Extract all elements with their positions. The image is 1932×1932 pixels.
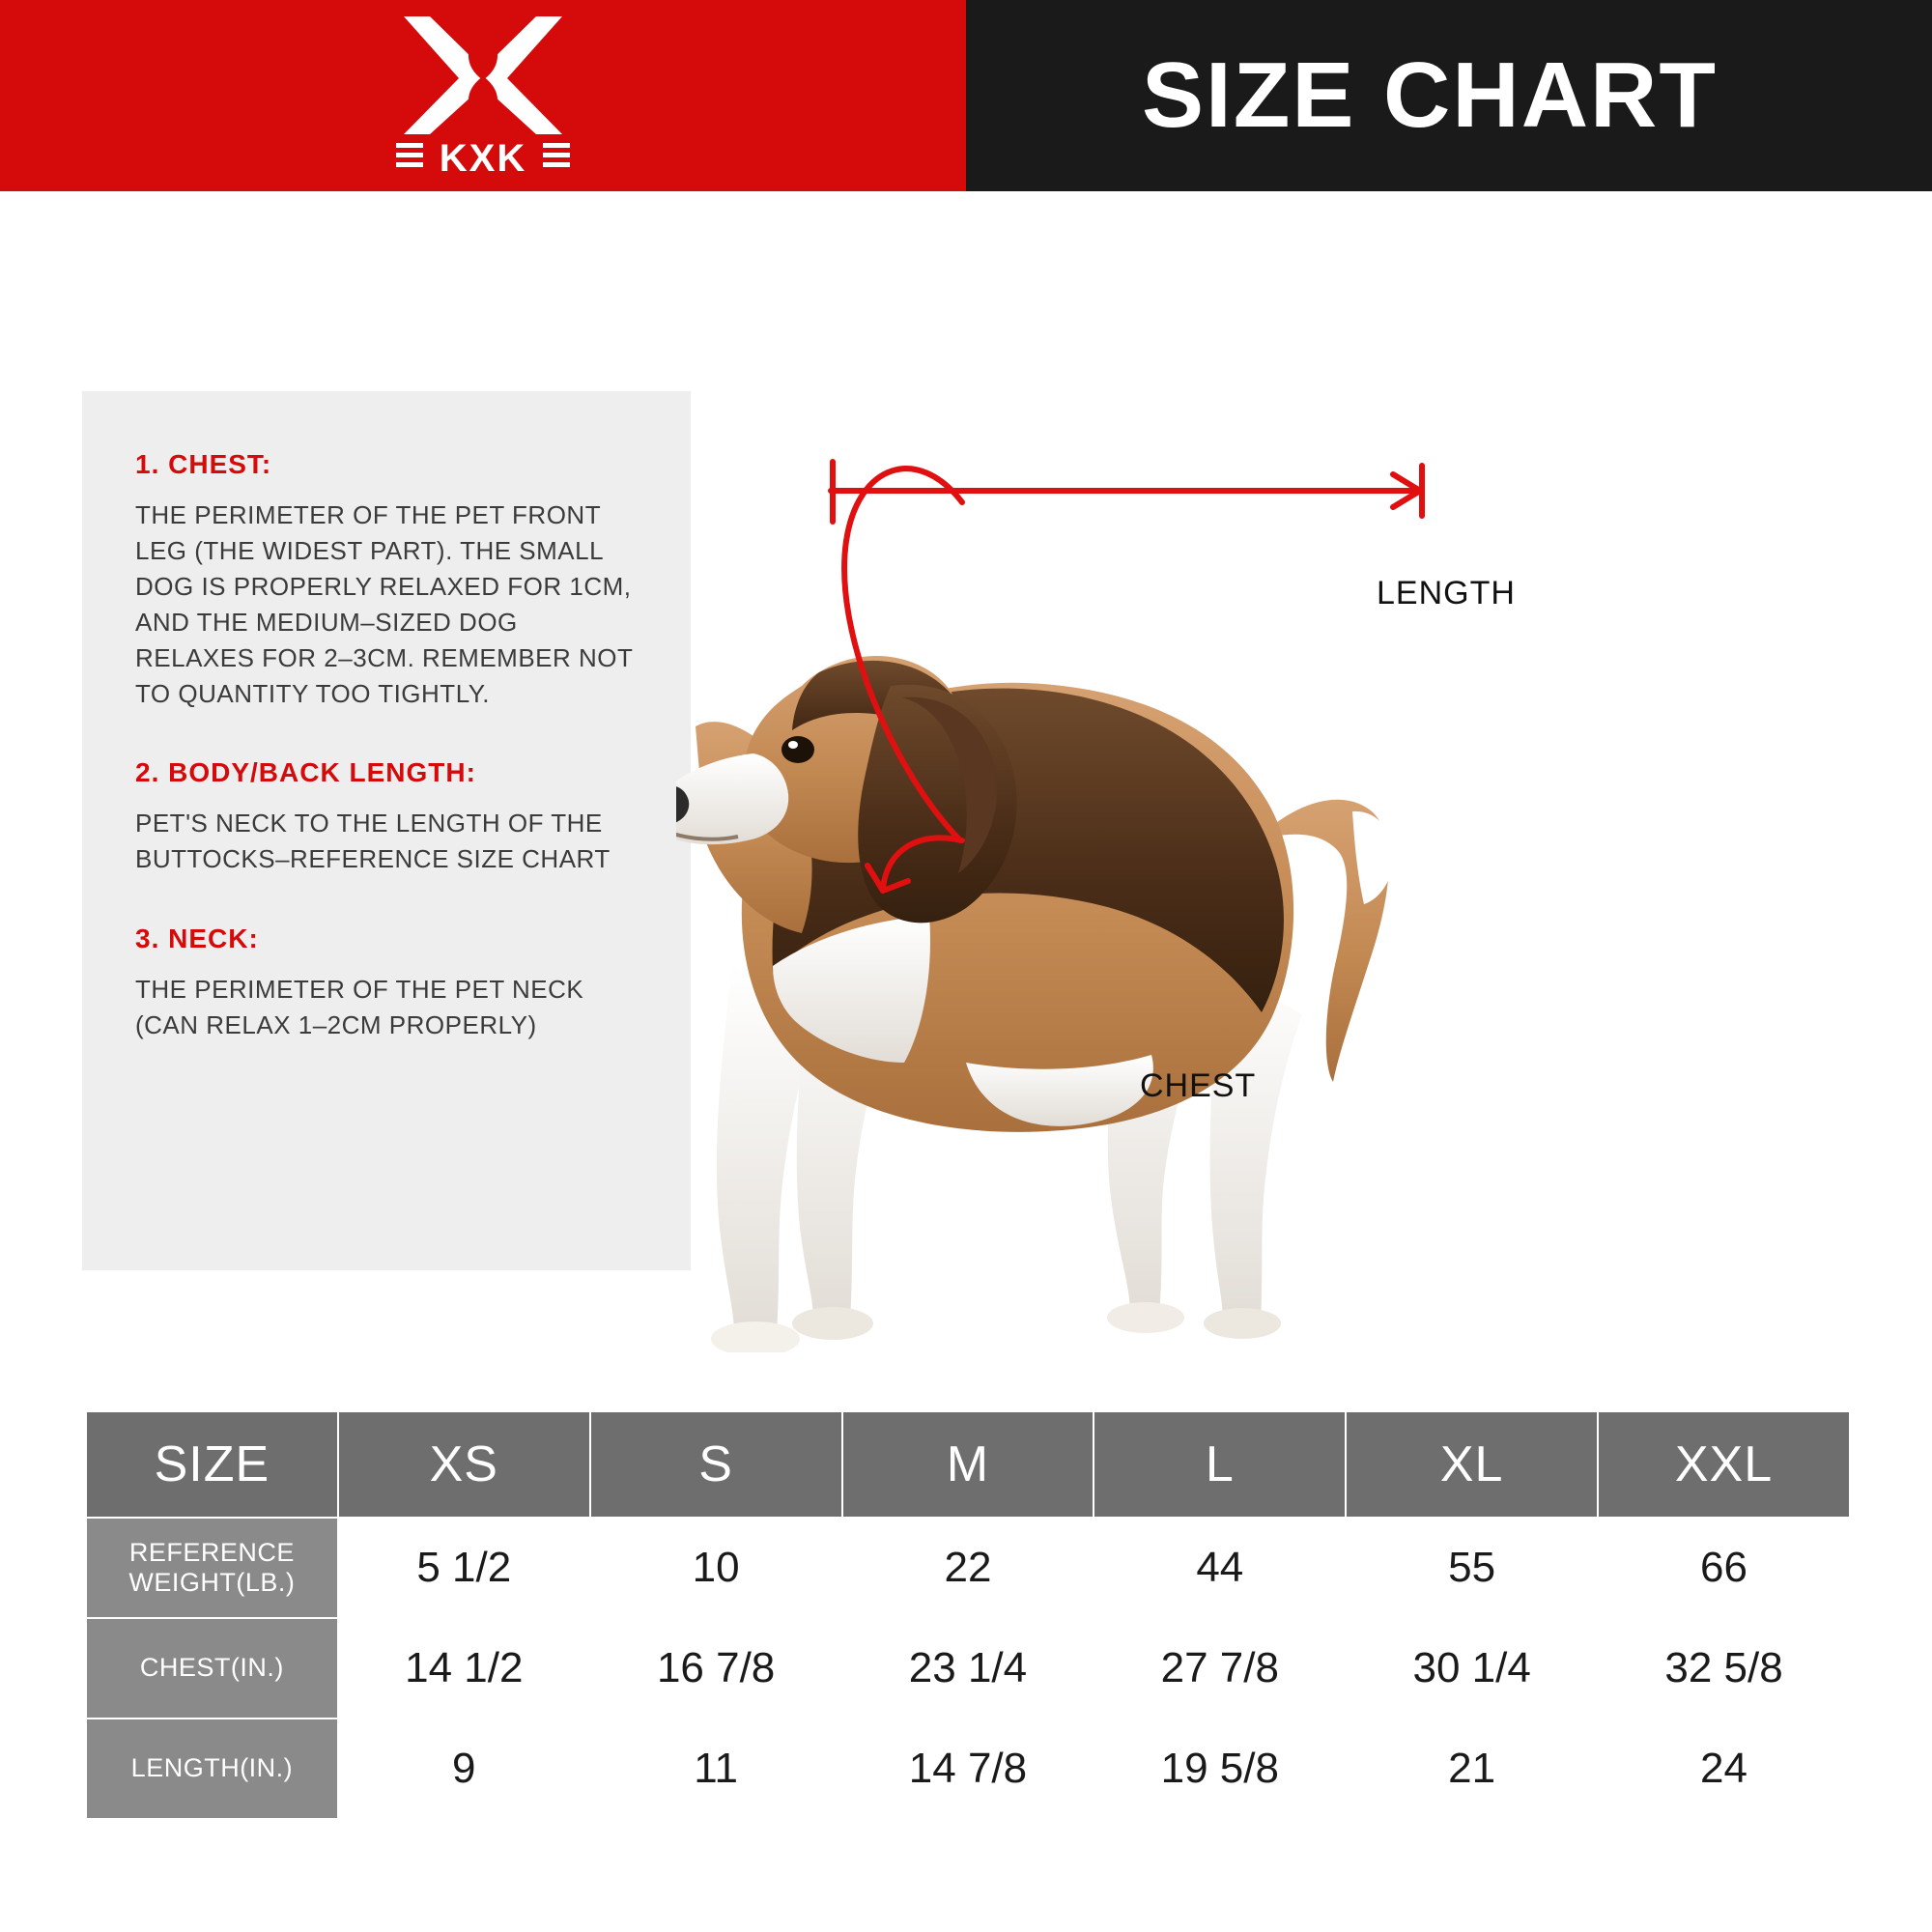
chest-label: CHEST — [1140, 1067, 1257, 1104]
cell-chest-xs: 14 1/2 — [338, 1618, 590, 1719]
measurement-instructions-panel — [82, 391, 691, 1270]
row-label-line1: CHEST(IN.) — [139, 1653, 284, 1683]
col-header-m: M — [842, 1411, 1094, 1518]
cell-chest-l: 27 7/8 — [1094, 1618, 1346, 1719]
row-label-reference-weight — [86, 1518, 338, 1618]
instruction-body-chest: THE PERIMETER OF THE PET FRONT LEG (THE WIDEST PART). THE SMALL DOG IS PROPERLY RELAXED FOR 1CM, AND THE MEDIUM–SIZED DOG RELAXES FOR 2–3CM. REMEMBER NOT TO QUANTITY TOO TIGHTLY. — [135, 500, 633, 708]
table-row — [86, 1719, 1850, 1819]
cell-length-xl: 21 — [1346, 1719, 1598, 1819]
cell-weight-l: 44 — [1094, 1518, 1346, 1618]
col-header-s: S — [590, 1411, 842, 1518]
cell-length-s: 11 — [590, 1719, 842, 1819]
svg-text:KXK: KXK — [439, 137, 527, 180]
dog-measurement-diagram — [676, 386, 1893, 1352]
cell-length-m: 14 7/8 — [842, 1719, 1094, 1819]
cell-chest-s: 16 7/8 — [590, 1618, 842, 1719]
col-header-xs: XS — [338, 1411, 590, 1518]
cell-weight-xl: 55 — [1346, 1518, 1598, 1618]
brand-panel — [0, 0, 966, 191]
instruction-body-body-length: PET'S NECK TO THE LENGTH OF THE BUTTOCKS–REFERENCE SIZE CHART — [135, 809, 611, 874]
kxk-logo-icon — [338, 9, 628, 183]
instruction-body-neck: THE PERIMETER OF THE PET NECK (CAN RELAX 1–2CM PROPERLY) — [135, 975, 584, 1040]
cell-length-xs: 9 — [338, 1719, 590, 1819]
col-header-l: L — [1094, 1411, 1346, 1518]
cell-chest-xxl: 32 5/8 — [1598, 1618, 1850, 1719]
table-row — [86, 1518, 1850, 1618]
row-label-line1: REFERENCE — [128, 1537, 295, 1567]
dog-body-shape — [676, 656, 1393, 1352]
cell-chest-m: 23 1/4 — [842, 1618, 1094, 1719]
page-header — [0, 0, 1932, 191]
col-header-size: SIZE — [86, 1411, 338, 1518]
cell-length-xxl: 24 — [1598, 1719, 1850, 1819]
cell-length-l: 19 5/8 — [1094, 1719, 1346, 1819]
size-table — [85, 1410, 1851, 1820]
cell-weight-s: 10 — [590, 1518, 842, 1618]
cell-weight-xs: 5 1/2 — [338, 1518, 590, 1618]
col-header-xl: XL — [1346, 1411, 1598, 1518]
cell-weight-xxl: 66 — [1598, 1518, 1850, 1618]
instruction-heading-body-length: 2. BODY/BACK LENGTH: — [135, 757, 476, 788]
table-row — [86, 1618, 1850, 1719]
instruction-heading-neck: 3. NECK: — [135, 923, 259, 954]
row-label-line2: WEIGHT(LB.) — [128, 1568, 296, 1597]
row-label-line1: LENGTH(IN.) — [130, 1753, 294, 1783]
page-title: SIZE CHART — [1142, 43, 1718, 147]
length-label: LENGTH — [1377, 575, 1516, 611]
col-header-xxl: XXL — [1598, 1411, 1850, 1518]
table-header-row — [86, 1411, 1850, 1518]
row-label-chest — [86, 1618, 338, 1719]
cell-weight-m: 22 — [842, 1518, 1094, 1618]
row-label-length — [86, 1719, 338, 1819]
cell-chest-xl: 30 1/4 — [1346, 1618, 1598, 1719]
size-table-wrap — [85, 1410, 1851, 1820]
instruction-heading-chest: 1. CHEST: — [135, 449, 272, 479]
title-panel — [966, 0, 1932, 191]
